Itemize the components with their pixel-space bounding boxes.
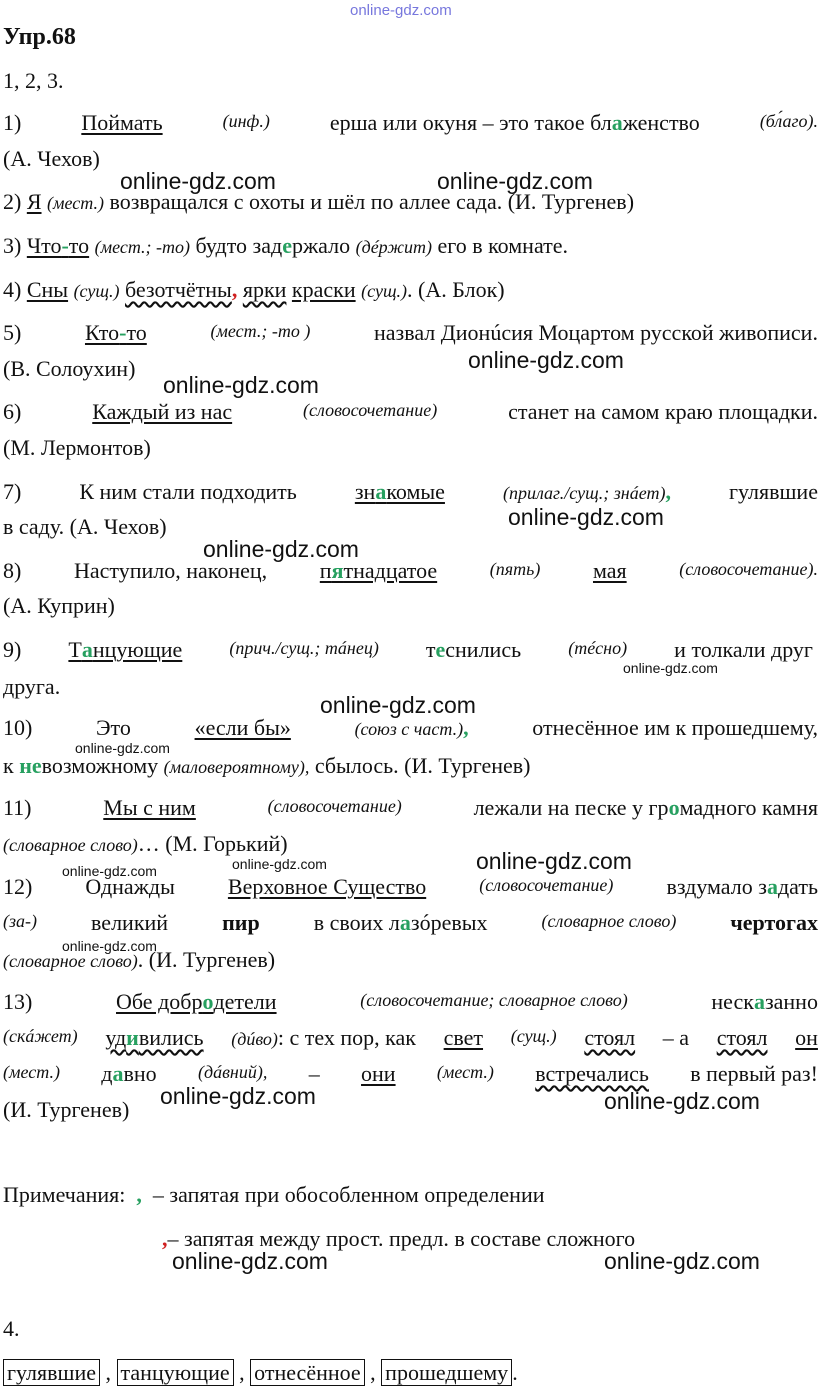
sentence-9-end: друга. — [3, 674, 61, 699]
sentence-13-author: (И. Тургенев) — [3, 1097, 130, 1122]
sentence-13-cont: (скáжет) удивились (дúво): с тех пор, как свет (сущ.) стоял – а стоял он — [3, 1025, 818, 1050]
sentence-11: 11) Мы с ним (словосочетание) лежали на песке у громадного камня — [3, 795, 818, 820]
task-numbers: 1, 2, 3. — [3, 68, 64, 93]
watermark: online-gdz.com — [62, 938, 157, 954]
watermark: online-gdz.com — [468, 347, 624, 373]
sentence-8-author: (А. Куприн) — [3, 593, 115, 618]
exercise-title: Упр.68 — [3, 24, 76, 50]
watermark: online-gdz.com — [62, 863, 157, 879]
sentence-5-author: (В. Солоухин) — [3, 356, 136, 381]
watermark: online-gdz.com — [320, 692, 476, 718]
sentence-6: 6) Каждый из нас (словосочетание) станет на самом краю площадки. — [3, 399, 818, 424]
watermark: online-gdz.com — [604, 1088, 760, 1114]
watermark: online-gdz.com — [508, 504, 664, 530]
watermark: online-gdz.com — [203, 536, 359, 562]
notes-line-2: ,– запятая между прост. предл. в составе сложного — [162, 1226, 636, 1251]
sentence-5: 5) Кто-то (мест.; -то ) назвал Дионúсия Моцартом русской живописи. — [3, 320, 818, 345]
task-4-number: 4. — [3, 1316, 20, 1341]
sentence-13-cont2: (мест.) давно (дáвний), – они (мест.) встречались в первый раз! — [3, 1061, 818, 1086]
sentence-6-author: (М. Лермонтов) — [3, 435, 151, 460]
task-4-words: гулявшие , танцующие , отнесённое , прошедшему . — [3, 1362, 518, 1384]
sentence-12: 12) Однажды Верховное Существо (словосочетание) вздумало задать — [3, 874, 818, 899]
sentence-7-author: в саду. (А. Чехов) — [3, 514, 167, 539]
sentence-1-author: (А. Чехов) — [3, 146, 100, 171]
watermark: online-gdz.com — [232, 856, 327, 872]
watermark: online-gdz.com — [604, 1248, 760, 1274]
sentence-7: 7) К ним стали подходить знакомые (прилаг./сущ.; знáет), гулявшие — [3, 479, 818, 504]
watermark: online-gdz.com — [476, 848, 632, 874]
sentence-3: 3) Что-то (мест.; -то) будто задержало (дéржит) его в комнате. — [3, 233, 569, 258]
sentence-9: 9) Танцующие (прич./сущ.; тáнец) теснились (тéсно) и толкали друг — [3, 637, 813, 662]
sentence-1: 1) Поймать (инф.) ерша или окуня – это такое блаженство (бл́аго). — [3, 110, 818, 135]
sentence-2: 2) Я (мест.) возвращался с охоты и шёл по аллее сада. (И. Тургенев) — [3, 189, 635, 214]
sentence-12-cont: (за-) великий пир в своих лазóревых (словарное слово) чертогах — [3, 910, 818, 935]
watermark: online-gdz.com — [163, 372, 319, 398]
watermark: online-gdz.com — [160, 1083, 316, 1109]
sentence-10-cont: к невозможному (маловероятному), сбылось. (И. Тургенев) — [3, 753, 531, 778]
watermark: online-gdz.com — [350, 2, 452, 19]
sentence-12-end: (словарное слово). (И. Тургенев) — [3, 947, 276, 972]
notes-line-1: Примечания: , – запятая при обособленном определении — [3, 1182, 545, 1207]
sentence-8: 8) Наступило, наконец, пятнадцатое (пять) мая (словосочетание). — [3, 558, 818, 583]
sentence-10: 10) Это «если бы» (союз с част.), отнесённое им к прошедшему, — [3, 715, 818, 740]
watermark: online-gdz.com — [172, 1248, 328, 1274]
sentence-4: 4) Сны (сущ.) безотчётны, ярки краски (сущ.). (А. Блок) — [3, 277, 505, 302]
watermark: online-gdz.com — [120, 168, 276, 194]
watermark: online-gdz.com — [623, 660, 718, 676]
watermark: online-gdz.com — [75, 740, 170, 756]
sentence-11-cont: (словарное слово)… (М. Горький) — [3, 831, 288, 856]
sentence-13: 13) Обе добродетели (словосочетание; словарное слово) несказанно — [3, 989, 818, 1014]
watermark: online-gdz.com — [437, 168, 593, 194]
